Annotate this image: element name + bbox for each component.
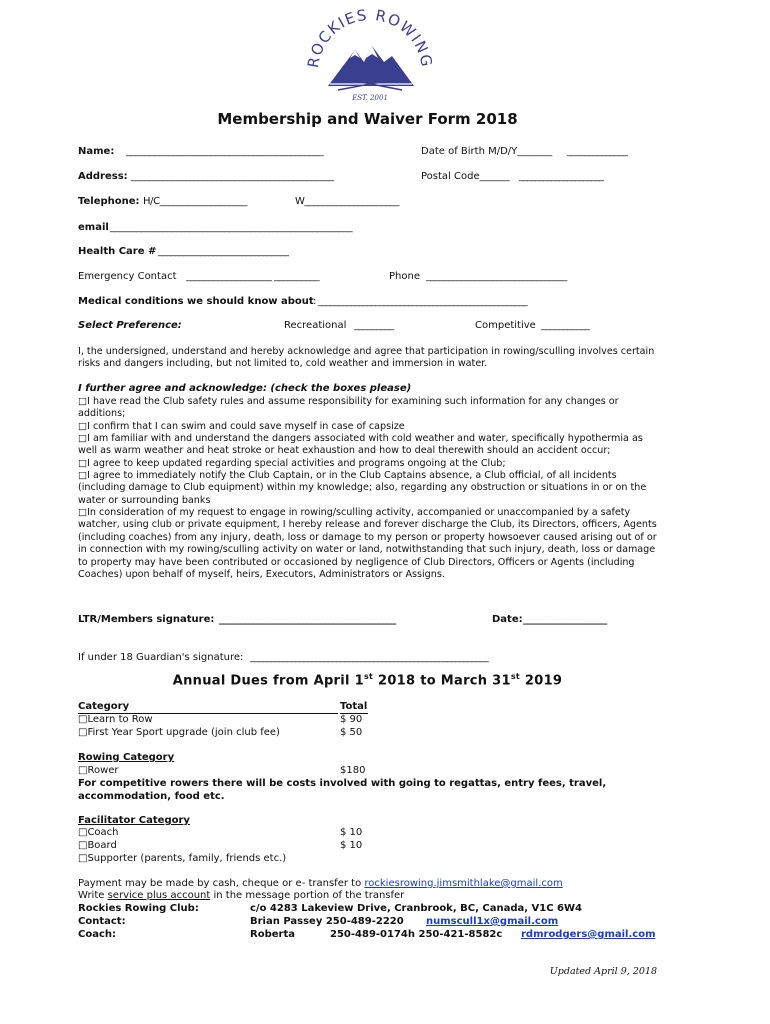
agreement-item-release[interactable]: □In consideration of my request to engage in rowing/sculling activity, accompanied or unaccompanied by a safety watcher, using club or private equipment, I hereby release and forever discharge the Club, its Directors, officers, Agents (including coaches) from any injury, death, loss or damage to my person or property howsoever caused arising out of or in connection with my rowing/sculling activity on water or land, notwithstanding that such injury, death, loss or damage to property may have been contributed or occasioned by negligence of Club Directors, Officers or Agents (including Coaches) upon behalf of myself, heirs, Executors, Administrators or Assigns.	[78, 507, 657, 581]
telephone-work-field[interactable]: W_____________________	[295, 196, 399, 207]
dob-label: Date of Birth M/D/Y_______	[421, 146, 553, 157]
telephone-home-field[interactable]: H/C___________________	[143, 196, 248, 207]
agreement-heading: I further agree and acknowledge: (check the boxes please)	[78, 383, 412, 394]
facilitator-category-header: Facilitator Category	[78, 815, 190, 826]
coach-phones: 250-489-0174h 250-421-8582c	[330, 929, 503, 940]
competitive-field[interactable]: ___________	[541, 320, 590, 331]
contact-email-link[interactable]: numscull1x@gmail.com	[426, 916, 559, 927]
contact-label: Contact:	[78, 916, 126, 927]
dues-price-rower: $180	[340, 765, 366, 776]
payment-line: Payment may be made by cash, cheque or e- transfer to rockiesrowing.jimsmithlake@gmail.com	[78, 878, 563, 889]
dob-field[interactable]: ______________	[567, 146, 628, 157]
recreational-field[interactable]: _________	[354, 320, 394, 331]
agreement-item-rules[interactable]: □I have read the Club safety rules and assume responsibility for examining such information for any changes or additions;	[78, 396, 619, 420]
dues-option-coach[interactable]: □Coach	[78, 827, 119, 838]
emergency-phone-field[interactable]: ________________________________	[426, 271, 567, 282]
club-label: Rockies Rowing Club:	[78, 903, 199, 914]
rockies-rowing-logo	[300, 6, 440, 106]
payment-email-link[interactable]: rockiesrowing.jimsmithlake@gmail.com	[364, 878, 563, 889]
name-label: Name:	[78, 146, 115, 157]
preference-label: Select Preference:	[78, 320, 182, 331]
health-care-label: Health Care #	[78, 246, 157, 257]
medical-conditions-label: Medical conditions we should know about	[78, 296, 314, 307]
dues-price-learn-to-row: $ 90	[340, 714, 363, 725]
logo-est-text: EST. 2001	[352, 94, 388, 102]
address-field[interactable]: _____________________________________________	[131, 171, 334, 182]
dues-option-sport-upgrade[interactable]: □First Year Sport upgrade (join club fee)	[78, 727, 280, 738]
category-header: Category	[78, 701, 130, 712]
logo-arc-text: ROCKIES ROWING	[304, 6, 437, 70]
updated-date-note: Updated April 9, 2018	[549, 966, 657, 977]
agreement-item-updates[interactable]: □I agree to keep updated regarding special activities and programs ongoing at the Club;	[78, 458, 506, 469]
emergency-contact-label: Emergency Contact	[78, 271, 177, 282]
intro-paragraph: I, the undersigned, understand and hereby acknowledge and agree that participation in rowing/sculling involves certain risks and dangers including, but not limited to, cold weather and immersion in water.	[78, 346, 655, 370]
guardian-signature-field[interactable]: __________________________________________________________	[250, 652, 488, 663]
agreement-item-notify[interactable]: □I agree to immediately notify the Club Captain, or in the Club Captains absence, a Club official, of all incidents (including damage to Club equipment) within my knowledge; also, regarding any obstruction or situations in or on the water or surrounding banks	[78, 470, 647, 506]
guardian-signature-label: If under 18 Guardian's signature:	[78, 652, 244, 663]
competitive-label: Competitive	[475, 320, 536, 331]
postal-code-field[interactable]: _____________________	[519, 171, 603, 182]
postal-code-label: Postal Code______	[421, 171, 510, 182]
contact-info: Brian Passey 250-489-2220	[250, 916, 404, 927]
coach-label: Coach:	[78, 929, 117, 940]
transfer-note: Write service plus account in the message portion of the transfer	[78, 890, 405, 901]
name-field[interactable]: __________________________________________	[126, 146, 324, 157]
total-header: Total	[340, 701, 368, 712]
email-field[interactable]: _______________________________________________________	[110, 222, 353, 233]
telephone-label: Telephone:	[78, 196, 140, 207]
form-title: Membership and Waiver Form 2018	[217, 110, 518, 128]
medical-conditions-field[interactable]: : ___________________________________________________	[313, 296, 527, 307]
competitive-costs-note: For competitive rowers there will be costs involved with going to regattas, entry fees, travel, accommodation, food etc.	[78, 778, 607, 802]
health-care-field[interactable]: _______________________________	[158, 246, 289, 257]
agreement-item-dangers[interactable]: □I am familiar with and understand the dangers associated with cold weather and water, specifically hypothermia as well as warm weather and heat stroke or heat exhaustion and how to deal therewith should an accident occur;	[78, 433, 643, 457]
dues-option-learn-to-row[interactable]: □Learn to Row	[78, 714, 153, 725]
agreement-item-swim[interactable]: □I confirm that I can swim and could save myself in case of capsize	[78, 421, 405, 432]
address-label: Address:	[78, 171, 128, 182]
dues-price-board: $ 10	[340, 840, 363, 851]
member-signature-label: LTR/Members signature:	[78, 614, 215, 625]
club-address: c/o 4283 Lakeview Drive, Cranbrook, BC, Canada, V1C 6W4	[250, 903, 582, 914]
annual-dues-title: Annual Dues from April 1st 2018 to March 31st 2019	[172, 672, 563, 689]
signature-date-field[interactable]: ___________________	[523, 614, 607, 625]
signature-date-label: Date:	[492, 614, 523, 625]
coach-name: Roberta	[250, 929, 295, 940]
dues-option-supporter[interactable]: □Supporter (parents, family, friends etc.)	[78, 853, 287, 864]
dues-price-sport-upgrade: $ 50	[340, 727, 363, 738]
member-signature-field[interactable]: __________________________________________	[219, 614, 396, 625]
email-label: email	[78, 222, 109, 233]
rowing-category-header: Rowing Category	[78, 752, 175, 763]
dues-option-rower[interactable]: □Rower	[78, 765, 119, 776]
emergency-contact-field[interactable]: ___________________ __________	[186, 271, 320, 282]
coach-email-link[interactable]: rdmrodgers@gmail.com	[521, 929, 656, 940]
phone-label: Phone	[389, 271, 420, 282]
dues-price-coach: $ 10	[340, 827, 363, 838]
dues-option-board[interactable]: □Board	[78, 840, 117, 851]
recreational-label: Recreational	[284, 320, 347, 331]
